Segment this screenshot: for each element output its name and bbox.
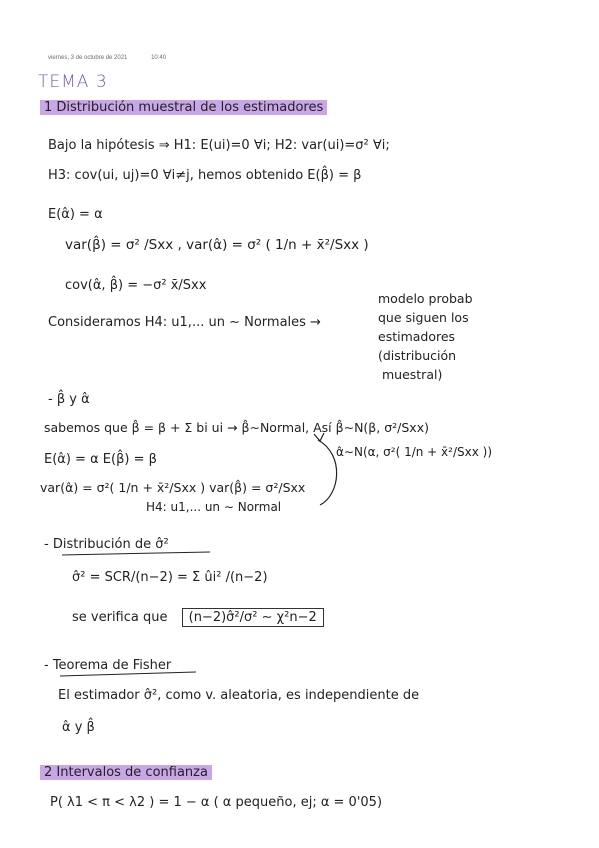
fisher-underline bbox=[60, 672, 196, 676]
sigma-hat-formula: σ̂² = SCR/(n−2) = Σ ûi² /(n−2) bbox=[72, 570, 268, 585]
alpha-normal-line: α̂∼N(α, σ²( 1/n + x̄²/Sxx )) bbox=[336, 445, 492, 459]
time-text: 10:40 bbox=[151, 55, 167, 61]
fisher-statement-2: α̂ y β̂ bbox=[62, 720, 95, 735]
expectations-line: E(α̂) = α E(β̂) = β bbox=[44, 452, 157, 467]
sigma-heading-underline bbox=[62, 552, 210, 555]
page-title: TEMA 3 bbox=[38, 72, 108, 92]
beta-normal-line: sabemos que β̂ = β + Σ bi ui → β̂∼Normal, Así β̂∼N(β, σ²/Sxx) bbox=[44, 420, 429, 435]
variances-line: var(α̂) = σ²( 1/n + x̄²/Sxx ) var(β̂) = σ²/Sxx bbox=[40, 480, 306, 495]
chi-square-box: (n−2)σ̂²/σ² ∼ χ²n−2 bbox=[182, 608, 324, 627]
hypothesis-line-2: H3: cov(ui, uj)=0 ∀i≠j, hemos obtenido E(β̂) = β bbox=[48, 168, 362, 183]
curved-arrow bbox=[318, 440, 337, 505]
covariance-formula: cov(α̂, β̂) = −σ² x̄/Sxx bbox=[65, 278, 207, 293]
expectation-alpha: E(α̂) = α bbox=[48, 207, 103, 222]
confidence-probability-line: P( λ1 < π < λ2 ) = 1 − α ( α pequeño, ej; α = 0'05) bbox=[50, 795, 383, 810]
hypothesis-4-line: Consideramos H4: u1,... un ∼ Normales → bbox=[48, 315, 321, 330]
variance-formulas: var(β̂) = σ² /Sxx , var(α̂) = σ² ( 1/n + x̄²/Sxx ) bbox=[65, 237, 369, 253]
verification-text: se verifica que bbox=[72, 610, 168, 625]
section-heading-2-text: 2 Intervalos de confianza bbox=[40, 765, 212, 780]
section-heading-1-text: 1 Distribución muestral de los estimadores bbox=[40, 100, 327, 115]
sigma-distribution-heading: - Distribución de σ̂² bbox=[44, 537, 169, 552]
hypothesis-line-1: Bajo la hipótesis ⇒ H1: E(ui)=0 ∀i; H2: var(ui)=σ² ∀i; bbox=[48, 138, 390, 153]
beta-alpha-heading: - β̂ y α̂ bbox=[48, 392, 90, 407]
curved-arrow-head bbox=[314, 433, 324, 441]
fisher-statement: El estimador σ̂², como v. aleatoria, es independiente de bbox=[58, 688, 420, 703]
hypothesis-4-normal: H4: u1,... un ∼ Normal bbox=[146, 500, 282, 514]
fisher-heading: - Teorema de Fisher bbox=[44, 658, 172, 673]
date-text: viernes, 3 de octubre de 2021 bbox=[48, 55, 128, 61]
side-note-model: modelo probab que siguen los estimadores (distribución muestral) bbox=[378, 291, 473, 382]
